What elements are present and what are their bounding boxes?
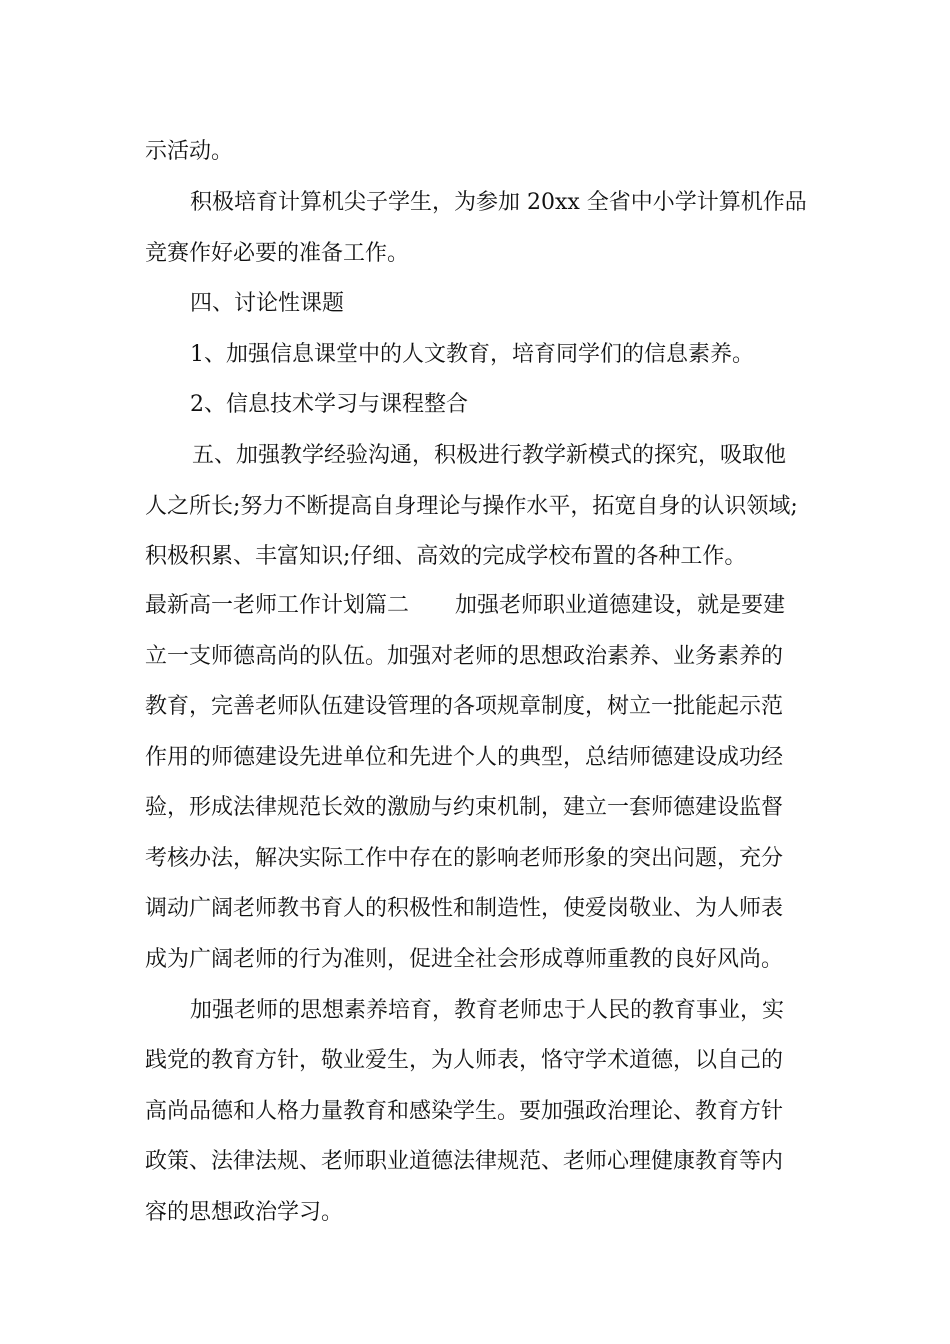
text-line: 积极积累、丰富知识;仔细、高效的完成学校布置的各种工作。 [145, 544, 747, 569]
text-line: 成为广阔老师的行为准则，促进全社会形成尊师重教的良好风尚。 [145, 947, 784, 972]
list-item: 2、信息技术学习与课程整合 [190, 392, 468, 417]
text-line: 调动广阔老师教书育人的积极性和制造性，使爱岗敬业、为人师表 [145, 896, 784, 921]
text-line: 加强老师的思想素养培育，教育老师忠于人民的教育事业，实 [190, 998, 785, 1023]
text-line: 验，形成法律规范长效的激励与约束机制，建立一套师德建设监督 [145, 795, 784, 820]
text-line: 容的思想政治学习。 [145, 1200, 344, 1225]
text-line: 政策、法律法规、老师职业道德法律规范、老师心理健康教育等内 [145, 1149, 784, 1174]
section-heading: 四、讨论性课题 [190, 291, 345, 316]
text-line: 高尚品德和人格力量教育和感染学生。要加强政治理论、教育方针 [145, 1099, 784, 1124]
text-line: 积极培育计算机尖子学生，为参加 20xx 全省中小学计算机作品 [190, 190, 807, 215]
text-span: 加强老师职业道德建设，就是要建 [455, 593, 786, 618]
text-line: 考核办法，解决实际工作中存在的影响老师形象的突出问题，充分 [145, 846, 784, 871]
text-line: 教育，完善老师队伍建设管理的各项规章制度，树立一批能起示范 [145, 694, 784, 719]
text-line [145, 590, 785, 622]
text-line: 示活动。 [145, 139, 234, 164]
list-item: 1、加强信息课堂中的人文教育，培育同学们的信息素养。 [190, 342, 754, 367]
text-line: 立一支师德高尚的队伍。加强对老师的思想政治素养、业务素养的 [145, 644, 784, 669]
text-line: 竞赛作好必要的准备工作。 [145, 241, 410, 266]
section-title: 最新高一老师工作计划篇二 [145, 593, 410, 618]
text-line: 人之所长;努力不断提高自身理论与操作水平，拓宽自身的认识领域; [145, 494, 798, 519]
text-line: 作用的师德建设先进单位和先进个人的典型，总结师德建设成功经 [145, 745, 784, 770]
text-line: 践党的教育方针，敬业爱生，为人师表，恪守学术道德，以自己的 [145, 1048, 784, 1073]
text-line: 五、加强教学经验沟通，积极进行教学新模式的探究，吸取他 [192, 443, 787, 468]
